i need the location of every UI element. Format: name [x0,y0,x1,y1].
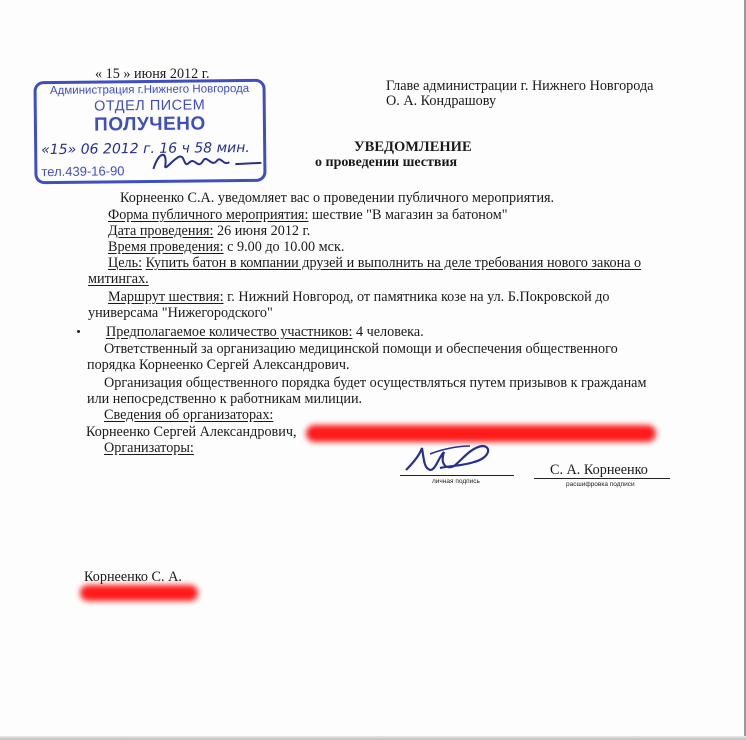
order-line-2: или непосредственно к работникам милиции. [87,391,363,407]
date-label: Дата проведения: [108,223,214,239]
document-subtitle: о проведении шествия [315,155,458,170]
stamp-received-date-text: «15» 06 2012 г. 16 ч 58 мин. [41,139,250,159]
goal-line-1 [108,255,641,271]
organizer-name: Корнеенко Сергей Александрович, [86,424,297,440]
responsible-line-1: Ответственный за организацию медицинской помощи и обеспечения общественного [104,341,618,357]
redacted-sender-details [80,585,198,601]
intro-line: Корнеенко С.А. уведомляет вас о проведении публичного мероприятия. [120,190,555,206]
time-value: с 9.00 до 10.00 мск. [223,239,345,255]
route-label: Маршрут шествия: [108,289,224,305]
addressee-line-1: Главе администрации г. Нижнего Новгорода [386,78,654,94]
stamp-handwritten-mark-icon [149,146,269,177]
count-line [106,324,424,340]
form-label: Форма публичного мероприятия: [108,207,309,223]
received-stamp [33,79,266,184]
signature-name: С. А. Корнеенко [550,462,648,478]
goal-line-2: митингах. [88,271,149,287]
document-date: « 15 » июня 2012 г. [95,66,210,82]
route-value: г. Нижний Новгород, от памятника козе на ул. Б.Покровской до [223,289,610,305]
addressee-line-2: О. А. Кондрашову [386,93,497,109]
signature-caption: личная подпись [432,478,480,485]
form-line [108,207,507,223]
order-line-1: Организация общественного порядка будет осуществляться путем призывов к гражданам [104,375,647,391]
document-title: УВЕДОМЛЕНИЕ [354,139,472,155]
count-value: 4 человека. [352,324,424,340]
time-label: Время проведения: [108,239,224,255]
form-value: шествие "В магазин за батоном" [308,207,508,223]
route-line-1 [108,289,610,305]
goal-label: Цель: [108,255,143,271]
count-label: Предполагаемое количество участников: [106,324,353,340]
goal-text-1: Купить батон в компании друзей и выполнить на деле требования нового закона о [145,255,642,271]
organizers-label: Организаторы: [104,440,194,456]
stamp-organization: Администрация г.Нижнего Новгорода [49,82,250,98]
name-line [534,478,670,479]
time-line [108,239,344,255]
responsible-line-2: порядка Корнеенко Сергей Александрович. [87,357,350,373]
date-value: 26 июня 2012 г. [213,223,311,239]
handwritten-signature-icon [400,440,500,480]
stamp-phone: тел.439-16-90 [41,163,125,180]
organizers-info-label: Сведения об организаторах: [104,407,274,423]
sender-name: Корнеенко С. А. [84,569,182,585]
stray-dot [77,330,80,333]
stamp-department: ОТДЕЛ ПИСЕМ [94,97,206,115]
name-caption: расшифровка подписи [566,481,635,488]
signature-line [400,475,514,476]
route-line-2: универсама "Нижегородского" [88,305,273,321]
date-line [108,223,310,239]
scan-edge-bottom [0,736,746,740]
stamp-status: ПОЛУЧЕНО [93,113,206,136]
